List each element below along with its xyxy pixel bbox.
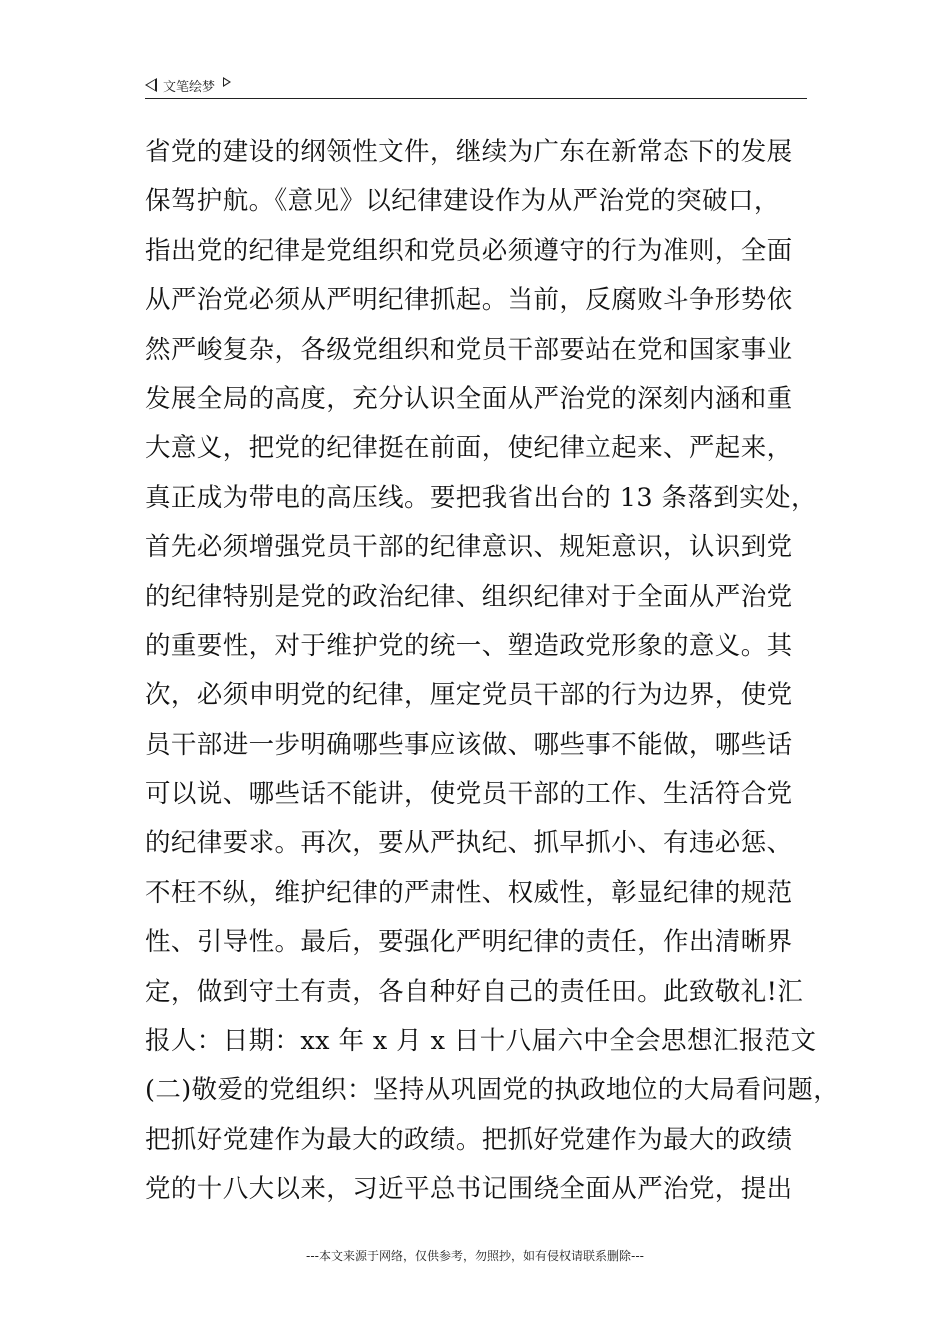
text-line: 定，做到守土有责，各自种好自己的责任田。此致敬礼!汇 [145, 976, 804, 1007]
text-line: 发展全局的高度，充分认识全面从严治党的深刻内涵和重 [145, 383, 793, 414]
text-line: 的纪律要求。再次，要从严执纪、抓早抓小、有违必惩、 [145, 828, 793, 859]
text-line: 可以说、哪些话不能讲，使党员干部的工作、生活符合党 [145, 779, 793, 810]
text-line: 从严治党必须从严明纪律抓起。当前，反腐败斗争形势依 [145, 285, 793, 316]
text-line: 报人：日期：xx 年 x 月 x 日十八届六中全会思想汇报范文 [145, 1026, 817, 1057]
text-line: 次，必须申明党的纪律，厘定党员干部的行为边界，使党 [145, 680, 793, 711]
text-line: 然严峻复杂，各级党组织和党员干部要站在党和国家事业 [145, 334, 793, 365]
text-line: 的纪律特别是党的政治纪律、组织纪律对于全面从严治党 [145, 581, 793, 612]
page-header [145, 74, 807, 99]
text-line: 省党的建设的纲领性文件，继续为广东在新常态下的发展 [145, 137, 793, 167]
page-footer: ---本文来源于网络，仅供参考，勿照抄，如有侵权请联系删除--- [306, 1249, 644, 1263]
text-line: 大意义，把党的纪律挺在前面，使纪律立起来、严起来， [145, 433, 793, 464]
header-title: 文笔绘梦 [163, 79, 216, 95]
text-line: 首先必须增强党员干部的纪律意识、规矩意识，认识到党 [145, 532, 793, 563]
text-line: 性、引导性。最后，要强化严明纪律的责任，作出清晰界 [145, 927, 793, 958]
text-line: 党的十八大以来，习近平总书记围绕全面从严治党，提出 [145, 1174, 793, 1205]
text-line: 员干部进一步明确哪些事应该做、哪些事不能做，哪些话 [145, 729, 793, 760]
header-content [145, 74, 807, 96]
text-line: 把抓好党建作为最大的政绩。把抓好党建作为最大的政绩 [145, 1124, 793, 1155]
text-line: 不枉不纵，维护纪律的严肃性、权威性，彰显纪律的规范 [145, 877, 793, 908]
triangle-right-icon [223, 77, 231, 87]
text-line: 真正成为带电的高压线。要把我省出台的 13 条落到实处， [145, 482, 817, 513]
text-line: 指出党的纪律是党组织和党员必须遵守的行为准则，全面 [145, 235, 793, 266]
triangle-left-icon [145, 78, 157, 92]
document-body [145, 128, 840, 1215]
text-line: (二)敬爱的党组织：坚持从巩固党的执政地位的大局看问题， [145, 1075, 840, 1106]
text-line: 保驾护航。《意见》以纪律建设作为从严治党的突破口， [145, 186, 780, 217]
text-line: 的重要性，对于维护党的统一、塑造政党形象的意义。其 [145, 630, 793, 661]
